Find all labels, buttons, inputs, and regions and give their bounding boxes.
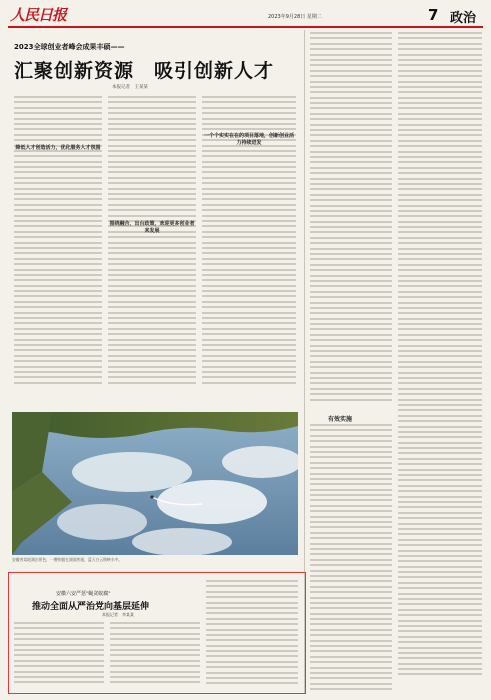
subhead-talent: 降低人才创造活力，优化服务人才氛围 bbox=[15, 145, 101, 151]
lead-kicker: 2023全球创业者峰会成果丰硕—— bbox=[14, 43, 125, 51]
bottom-article-kicker: 安徽六安严惩"蝇贪蚁腐" bbox=[56, 591, 111, 597]
newspaper-logo: 人民日报 bbox=[10, 6, 67, 24]
masthead bbox=[8, 4, 483, 28]
right-body-col2 bbox=[398, 32, 482, 692]
lake-photo-image bbox=[12, 412, 298, 555]
lead-body-col2 bbox=[108, 96, 196, 396]
lead-body-col1 bbox=[14, 96, 102, 396]
subhead-projects: 一个个实实在在的项目落地，创新创业活力持续迸发 bbox=[203, 133, 294, 146]
photo-caption-text: 安徽省某地湖泊景色，一艘快艇在湖面疾驰，蓝天白云倒映水中。 bbox=[12, 557, 123, 562]
bottom-article-col2 bbox=[110, 622, 200, 688]
right-body-col1 bbox=[310, 32, 392, 412]
bottom-article-headline: 推动全面从严治党向基层延伸 bbox=[32, 602, 150, 612]
photo-caption bbox=[12, 557, 298, 569]
right-body-col1-lower bbox=[310, 424, 392, 692]
lake-photo bbox=[12, 412, 298, 555]
section-name: 政治 bbox=[450, 11, 477, 26]
dateline: 2023年9月28日 星期二 bbox=[268, 14, 322, 20]
bottom-article-byline: 本报记者 李某某 bbox=[102, 612, 134, 617]
subhead-policy: 围绕融合、出台政策，欢迎更多创业者来发展 bbox=[109, 221, 195, 234]
lead-byline: 本报记者 王某某 bbox=[112, 85, 148, 90]
right-subsection-title: 有效实施 bbox=[328, 416, 353, 423]
lead-headline: 汇聚创新资源 吸引创新人才 bbox=[14, 60, 275, 82]
bottom-article-col3 bbox=[206, 580, 298, 688]
bottom-article-col1 bbox=[14, 622, 104, 688]
page-number: 7 bbox=[428, 6, 439, 24]
